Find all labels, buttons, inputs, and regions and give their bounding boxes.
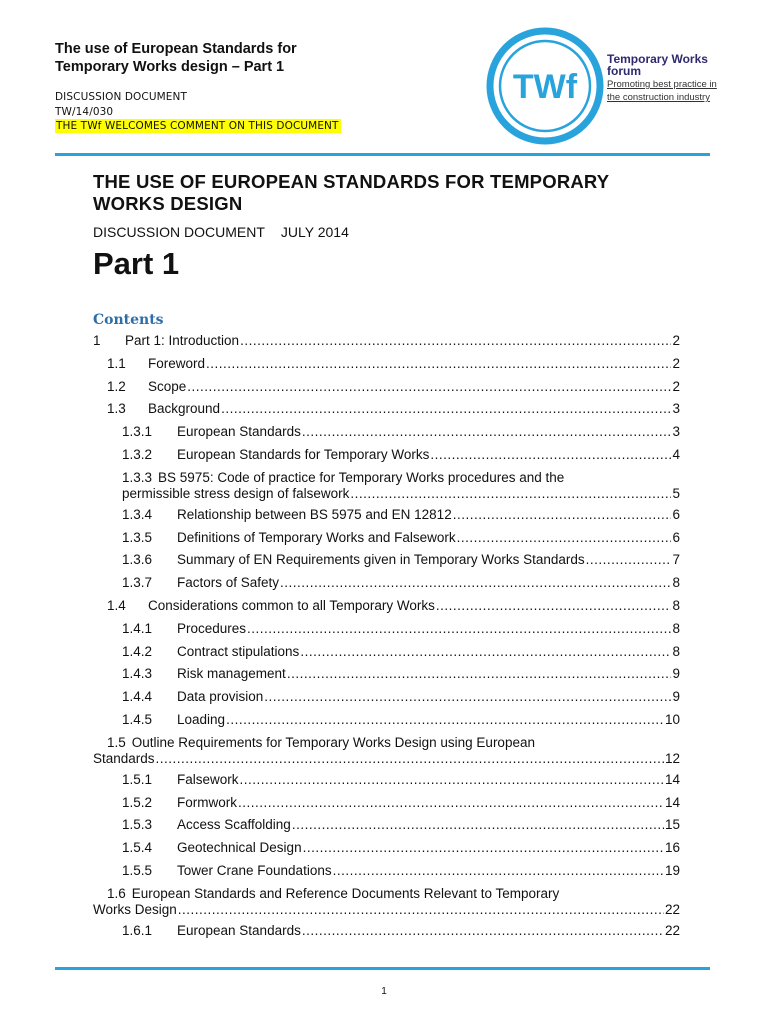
toc-page: 8 xyxy=(672,620,680,636)
toc-number: 1.1 xyxy=(107,355,126,371)
toc-leader xyxy=(302,923,664,938)
toc-label-continued: permissible stress design of falsework xyxy=(122,485,350,501)
toc-leader xyxy=(280,575,671,590)
toc-label: Tower Crane Foundations xyxy=(177,862,332,878)
toc-page: 9 xyxy=(672,666,680,682)
toc-entry[interactable] xyxy=(93,817,680,840)
toc-leader xyxy=(586,552,672,567)
toc-number: 1.6.1 xyxy=(122,922,153,938)
toc-entry[interactable] xyxy=(93,379,680,402)
toc-number: 1.5.1 xyxy=(122,771,153,787)
toc-number: 1.3.6 xyxy=(122,552,153,568)
toc-number: 1.3 xyxy=(107,401,126,417)
toc-entry[interactable] xyxy=(93,470,680,502)
toc-label: Factors of Safety xyxy=(177,575,280,591)
toc-label: Foreword xyxy=(148,355,206,371)
toc-entry[interactable] xyxy=(93,621,680,644)
forum-name-block xyxy=(607,53,717,103)
toc-leader xyxy=(287,666,672,681)
subtitle-date: JULY 2014 xyxy=(280,224,349,240)
toc-leader xyxy=(247,621,671,636)
bottom-divider xyxy=(55,967,710,970)
toc-label: Part 1: Introduction xyxy=(125,333,240,348)
toc-label: Contract stipulations xyxy=(177,643,300,659)
toc-label: BS 5975: Code of practice for Temporary Works procedures and the xyxy=(158,469,565,485)
toc-number: 1.3.3 xyxy=(122,469,153,485)
toc-leader xyxy=(264,689,671,704)
toc-label: Definitions of Temporary Works and Falsework xyxy=(177,529,456,545)
toc-label: Formwork xyxy=(177,794,237,810)
toc-leader xyxy=(156,751,664,767)
toc-leader xyxy=(292,817,664,832)
header-title xyxy=(55,40,435,76)
toc-label: Considerations common to all Temporary Works xyxy=(148,597,435,613)
toc-leader xyxy=(436,598,672,613)
toc-leader xyxy=(221,401,671,416)
toc-label-continued: Standards xyxy=(93,750,155,766)
toc-label: Scope xyxy=(148,378,187,394)
toc-leader xyxy=(302,424,672,439)
toc-number: 1.2 xyxy=(107,378,126,394)
toc-label: European Standards xyxy=(177,424,301,440)
table-of-contents xyxy=(93,333,680,946)
toc-number: 1.5.3 xyxy=(122,817,153,833)
toc-leader xyxy=(430,447,671,462)
toc-leader xyxy=(457,530,672,545)
toc-leader xyxy=(333,863,664,878)
toc-entry[interactable] xyxy=(93,401,680,424)
toc-page: 2 xyxy=(672,333,680,348)
forum-tagline-line-2: the construction industry xyxy=(607,92,710,103)
document-subtitle xyxy=(93,224,349,240)
header-title-line-2: Temporary Works design – Part 1 xyxy=(55,59,285,75)
toc-page: 8 xyxy=(672,575,680,591)
toc-label: Relationship between BS 5975 and EN 12812 xyxy=(177,506,452,522)
toc-page: 15 xyxy=(664,817,680,833)
toc-number: 1.5.2 xyxy=(122,794,153,810)
toc-number: 1.4 xyxy=(107,597,126,613)
toc-leader xyxy=(206,356,671,371)
toc-page: 19 xyxy=(664,862,680,878)
toc-number: 1.4.5 xyxy=(122,711,153,727)
toc-leader xyxy=(240,333,671,348)
header-reference: TW/14/030 xyxy=(55,106,114,118)
toc-entry[interactable] xyxy=(93,598,680,621)
toc-number: 1.3.4 xyxy=(122,506,153,522)
toc-leader xyxy=(187,379,671,394)
toc-page: 2 xyxy=(672,355,680,371)
logo-mark: TWf xyxy=(512,68,578,106)
toc-page: 14 xyxy=(664,771,680,787)
toc-label: Access Scaffolding xyxy=(177,817,291,833)
toc-page: 6 xyxy=(672,529,680,545)
toc-entry[interactable] xyxy=(93,923,680,946)
toc-number: 1.3.7 xyxy=(122,575,153,591)
header-title-line-1: The use of European Standards for xyxy=(55,41,297,57)
forum-name-line-1: Temporary Works xyxy=(607,52,708,66)
toc-label: Risk management xyxy=(177,666,286,682)
toc-page: 10 xyxy=(664,711,680,727)
top-divider xyxy=(55,153,710,156)
toc-entry[interactable] xyxy=(93,735,680,767)
toc-entry[interactable] xyxy=(93,666,680,689)
toc-label: Loading xyxy=(177,711,226,727)
toc-label: Outline Requirements for Temporary Works Design using European xyxy=(131,734,535,750)
toc-number: 1.4.2 xyxy=(122,643,153,659)
toc-entry[interactable] xyxy=(93,333,680,356)
toc-page: 4 xyxy=(672,446,680,462)
toc-leader xyxy=(303,840,664,855)
toc-page: 2 xyxy=(672,378,680,394)
toc-entry[interactable] xyxy=(93,689,680,712)
toc-page: 5 xyxy=(672,485,680,501)
toc-leader xyxy=(238,795,664,810)
toc-page: 8 xyxy=(672,643,680,659)
toc-number: 1.3.1 xyxy=(122,424,153,440)
toc-number: 1 xyxy=(93,333,101,348)
toc-label-continued: Works Design xyxy=(93,901,177,917)
toc-number: 1.6 xyxy=(107,885,126,901)
toc-label: Data provision xyxy=(177,689,264,705)
toc-page: 22 xyxy=(664,922,680,938)
toc-number: 1.5.4 xyxy=(122,840,153,856)
toc-number: 1.3.2 xyxy=(122,446,153,462)
toc-leader xyxy=(300,644,671,659)
toc-page: 7 xyxy=(672,552,680,568)
toc-entry[interactable] xyxy=(93,840,680,863)
toc-entry[interactable] xyxy=(93,644,680,667)
toc-leader xyxy=(240,772,664,787)
toc-entry[interactable] xyxy=(93,356,680,379)
toc-page: 3 xyxy=(672,424,680,440)
header-doc-type: DISCUSSION DOCUMENT xyxy=(55,91,187,103)
toc-page: 6 xyxy=(672,506,680,522)
toc-entry[interactable] xyxy=(93,530,680,553)
toc-number: 1.4.4 xyxy=(122,689,153,705)
toc-entry[interactable] xyxy=(93,795,680,818)
toc-label: Procedures xyxy=(177,620,247,636)
toc-label: European Standards and Reference Documents Relevant to Temporary xyxy=(131,885,560,901)
toc-page: 12 xyxy=(664,750,680,766)
toc-label: Falsework xyxy=(177,771,239,787)
toc-label: Background xyxy=(148,401,221,417)
toc-label: European Standards xyxy=(177,922,301,938)
toc-page: 3 xyxy=(672,401,680,417)
toc-leader xyxy=(226,712,664,727)
forum-tagline-line-1: Promoting best practice in xyxy=(607,79,717,90)
toc-number: 1.5 xyxy=(107,734,126,750)
toc-page: 16 xyxy=(664,840,680,856)
toc-page: 8 xyxy=(672,597,680,613)
toc-entry[interactable] xyxy=(93,447,680,470)
toc-number: 1.3.5 xyxy=(122,529,153,545)
toc-page: 14 xyxy=(664,794,680,810)
toc-number: 1.4.3 xyxy=(122,666,153,682)
toc-label: Geotechnical Design xyxy=(177,840,302,856)
toc-number: 1.4.1 xyxy=(122,620,153,636)
toc-page: 22 xyxy=(664,901,680,917)
comment-highlight: THE TWf WELCOMES COMMENT ON THIS DOCUMENT xyxy=(56,120,339,132)
toc-entry[interactable] xyxy=(93,424,680,447)
toc-leader xyxy=(178,902,664,918)
part-heading: Part 1 xyxy=(93,246,180,281)
toc-entry[interactable] xyxy=(93,552,680,575)
contents-heading: Contents xyxy=(93,312,164,328)
toc-entry[interactable] xyxy=(93,863,680,886)
page-number: 1 xyxy=(381,986,387,997)
toc-entry[interactable] xyxy=(93,886,680,918)
twf-logo-icon xyxy=(485,26,605,146)
toc-label: European Standards for Temporary Works xyxy=(177,446,430,462)
forum-name-line-2: forum xyxy=(607,64,641,78)
toc-number: 1.5.5 xyxy=(122,862,153,878)
toc-entry[interactable] xyxy=(93,507,680,530)
toc-label: Summary of EN Requirements given in Temporary Works Standards xyxy=(177,552,585,568)
toc-entry[interactable] xyxy=(93,772,680,795)
toc-leader xyxy=(453,507,672,522)
toc-leader xyxy=(350,486,671,502)
toc-entry[interactable] xyxy=(93,712,680,735)
subtitle-type: DISCUSSION DOCUMENT xyxy=(93,224,265,240)
toc-page: 9 xyxy=(672,689,680,705)
document-title: THE USE OF EUROPEAN STANDARDS FOR TEMPORARY WORKS DESIGN xyxy=(93,171,610,214)
toc-entry[interactable] xyxy=(93,575,680,598)
